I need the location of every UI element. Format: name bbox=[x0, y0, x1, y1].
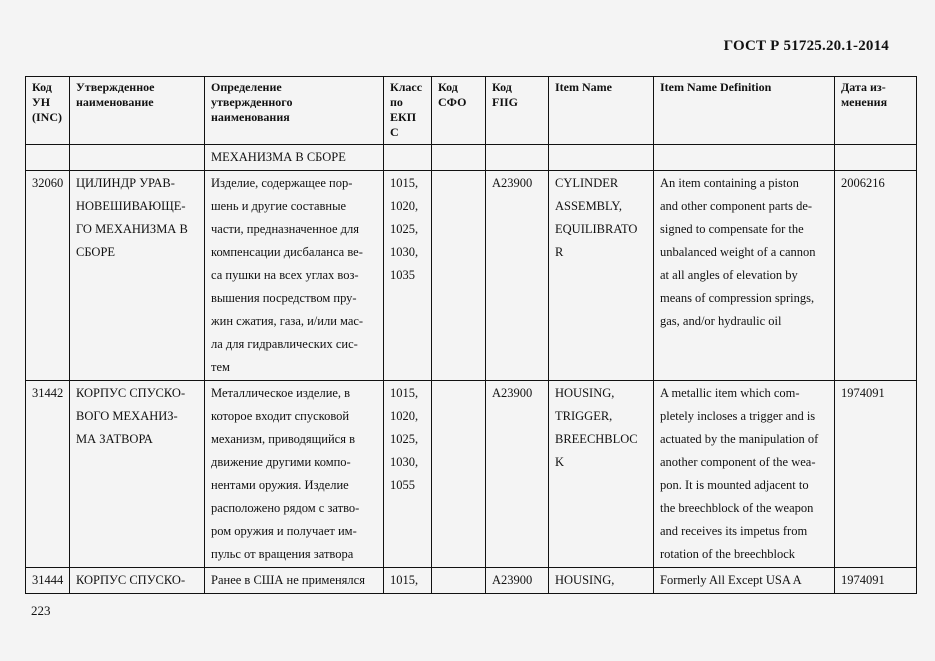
cell-inc: 31444 bbox=[26, 568, 70, 594]
cell-line: CYLINDER bbox=[555, 176, 619, 190]
cell-line: ASSEMBLY, bbox=[555, 199, 622, 213]
cell-line: pletely incloses a trigger and is bbox=[660, 409, 816, 423]
cell-class bbox=[384, 171, 432, 381]
cell-line: ЦИЛИНДР УРАВ- bbox=[76, 176, 175, 190]
cell-line: расположено рядом с затво- bbox=[211, 501, 360, 515]
cell-line: HOUSING, bbox=[555, 573, 615, 587]
header-line: наименование bbox=[76, 95, 154, 109]
cell-line: ВОГО МЕХАНИЗ- bbox=[76, 409, 178, 423]
header-line: наименования bbox=[211, 110, 290, 124]
cell-line: 1030, bbox=[390, 245, 419, 259]
cell-item-definition bbox=[654, 381, 835, 568]
cell-line: pon. It is mounted adjacent to bbox=[660, 478, 809, 492]
cell-date: 1974091 bbox=[835, 381, 917, 568]
cell-line: and other component parts de- bbox=[660, 199, 813, 213]
header-line: Item Name Definition bbox=[660, 80, 772, 94]
table-row bbox=[26, 568, 917, 594]
cell-approved-name bbox=[70, 381, 205, 568]
cell-line: КОРПУС СПУСКО- bbox=[76, 386, 186, 400]
col-header-class bbox=[384, 77, 432, 145]
col-header-definition bbox=[205, 77, 384, 145]
cell-fiig: A23900 bbox=[486, 381, 549, 568]
table-row bbox=[26, 381, 917, 568]
header-line: Код bbox=[438, 80, 458, 94]
cell-line: K bbox=[555, 455, 565, 469]
header-line: утвержденного bbox=[211, 95, 293, 109]
cell-line: вышения посредством пру- bbox=[211, 291, 357, 305]
col-header-date bbox=[835, 77, 917, 145]
cell-line: са пушки на всех углах воз- bbox=[211, 268, 359, 282]
cell-line: BREECHBLOC bbox=[555, 432, 638, 446]
col-header-item-name bbox=[549, 77, 654, 145]
header-line: (INC) bbox=[32, 110, 62, 124]
cell-item-name bbox=[549, 381, 654, 568]
cell-line: 1015, bbox=[390, 573, 419, 587]
header-line: ЕКП bbox=[390, 110, 417, 124]
header-line: Утвержденное bbox=[76, 80, 155, 94]
header-row bbox=[26, 77, 917, 145]
cell-line: TRIGGER, bbox=[555, 409, 613, 423]
cell-fiig: A23900 bbox=[486, 568, 549, 594]
cell-line: Formerly All Except USA A bbox=[660, 573, 802, 587]
cell-line: means of compression springs, bbox=[660, 291, 815, 305]
cell-item-definition bbox=[654, 171, 835, 381]
cell-sfo bbox=[432, 171, 486, 381]
cell-definition bbox=[205, 568, 384, 594]
cell-line: ГО МЕХАНИЗМА В bbox=[76, 222, 188, 236]
cell-line: at all angles of elevation by bbox=[660, 268, 798, 282]
col-header-item-definition bbox=[654, 77, 835, 145]
continuation-row bbox=[26, 145, 917, 171]
cell-line: которое входит спусковой bbox=[211, 409, 350, 423]
header-line: Item Name bbox=[555, 80, 612, 94]
cell-fiig: A23900 bbox=[486, 171, 549, 381]
cell-line: механизм, приводящийся в bbox=[211, 432, 356, 446]
cell-line: Металлическое изделие, в bbox=[211, 386, 351, 400]
cell-line: R bbox=[555, 245, 564, 259]
header-line: Класс bbox=[390, 80, 423, 94]
cell-date: 2006216 bbox=[835, 171, 917, 381]
cell-line: 1015, bbox=[390, 176, 419, 190]
header-line: менения bbox=[841, 95, 888, 109]
cell-line: actuated by the manipulation of bbox=[660, 432, 819, 446]
cell-line: движение другими компо- bbox=[211, 455, 351, 469]
header-line: СФО bbox=[438, 95, 467, 109]
cell-item-definition bbox=[654, 568, 835, 594]
cell-class bbox=[384, 381, 432, 568]
header-line: Дата из- bbox=[841, 80, 886, 94]
header-line: FIIG bbox=[492, 95, 519, 109]
continuation-text: МЕХАНИЗМА В СБОРЕ bbox=[205, 145, 384, 171]
cell-line: EQUILIBRATO bbox=[555, 222, 638, 236]
cell-line: части, предназначенное для bbox=[211, 222, 360, 236]
cell-line: 1020, bbox=[390, 409, 419, 423]
cell-line: нентами оружия. Изделие bbox=[211, 478, 349, 492]
header-line: Код bbox=[32, 80, 52, 94]
header-line: по bbox=[390, 95, 403, 109]
cell-inc: 31442 bbox=[26, 381, 70, 568]
col-header-approved-name bbox=[70, 77, 205, 145]
cell-line: жин сжатия, газа, и/или мас- bbox=[211, 314, 364, 328]
col-header-sfo bbox=[432, 77, 486, 145]
header-line: С bbox=[390, 125, 399, 139]
table-row bbox=[26, 171, 917, 381]
cell-line: ла для гидравлических сис- bbox=[211, 337, 358, 351]
cell-sfo bbox=[432, 381, 486, 568]
cell-line: 1020, bbox=[390, 199, 419, 213]
cell-item-name bbox=[549, 568, 654, 594]
cell-approved-name bbox=[70, 568, 205, 594]
cell-line: 1015, bbox=[390, 386, 419, 400]
cell-line: A metallic item which com- bbox=[660, 386, 800, 400]
cell-line: тем bbox=[211, 360, 230, 374]
cell-line: and receives its impetus from bbox=[660, 524, 808, 538]
cell-line: шень и другие составные bbox=[211, 199, 347, 213]
cell-line: пульс от вращения затвора bbox=[211, 547, 354, 561]
nomenclature-table bbox=[25, 76, 917, 594]
cell-line: 1035 bbox=[390, 268, 415, 282]
cell-sfo bbox=[432, 568, 486, 594]
cell-line: the breechblock of the weapon bbox=[660, 501, 814, 515]
cell-definition bbox=[205, 171, 384, 381]
col-header-fiig bbox=[486, 77, 549, 145]
document-code: ГОСТ Р 51725.20.1-2014 bbox=[723, 38, 889, 54]
cell-item-name bbox=[549, 171, 654, 381]
cell-line: 1025, bbox=[390, 222, 419, 236]
cell-line: компенсации дисбаланса ве- bbox=[211, 245, 363, 259]
cell-line: ром оружия и получает им- bbox=[211, 524, 357, 538]
cell-line: Ранее в США не применялся bbox=[211, 573, 365, 587]
cell-line: МА ЗАТВОРА bbox=[76, 432, 153, 446]
cell-line: An item containing a piston bbox=[660, 176, 799, 190]
header-line: Код bbox=[492, 80, 512, 94]
cell-line: НОВЕШИВАЮЩЕ- bbox=[76, 199, 186, 213]
header-line: УН bbox=[32, 95, 51, 109]
cell-line: another component of the wea- bbox=[660, 455, 816, 469]
col-header-inc bbox=[26, 77, 70, 145]
cell-line: 1055 bbox=[390, 478, 415, 492]
cell-line: СБОРЕ bbox=[76, 245, 116, 259]
header-line: Определение bbox=[211, 80, 282, 94]
cell-line: gas, and/or hydraulic oil bbox=[660, 314, 782, 328]
cell-definition bbox=[205, 381, 384, 568]
page-number: 223 bbox=[31, 603, 51, 618]
cell-line: 1030, bbox=[390, 455, 419, 469]
cell-approved-name bbox=[70, 171, 205, 381]
cell-line: HOUSING, bbox=[555, 386, 615, 400]
cell-line: signed to compensate for the bbox=[660, 222, 804, 236]
cell-line: Изделие, содержащее пор- bbox=[211, 176, 353, 190]
cell-line: unbalanced weight of a cannon bbox=[660, 245, 816, 259]
cell-line: КОРПУС СПУСКО- bbox=[76, 573, 186, 587]
cell-date: 1974091 bbox=[835, 568, 917, 594]
cell-line: 1025, bbox=[390, 432, 419, 446]
cell-inc: 32060 bbox=[26, 171, 70, 381]
cell-line: rotation of the breechblock bbox=[660, 547, 796, 561]
cell-class bbox=[384, 568, 432, 594]
